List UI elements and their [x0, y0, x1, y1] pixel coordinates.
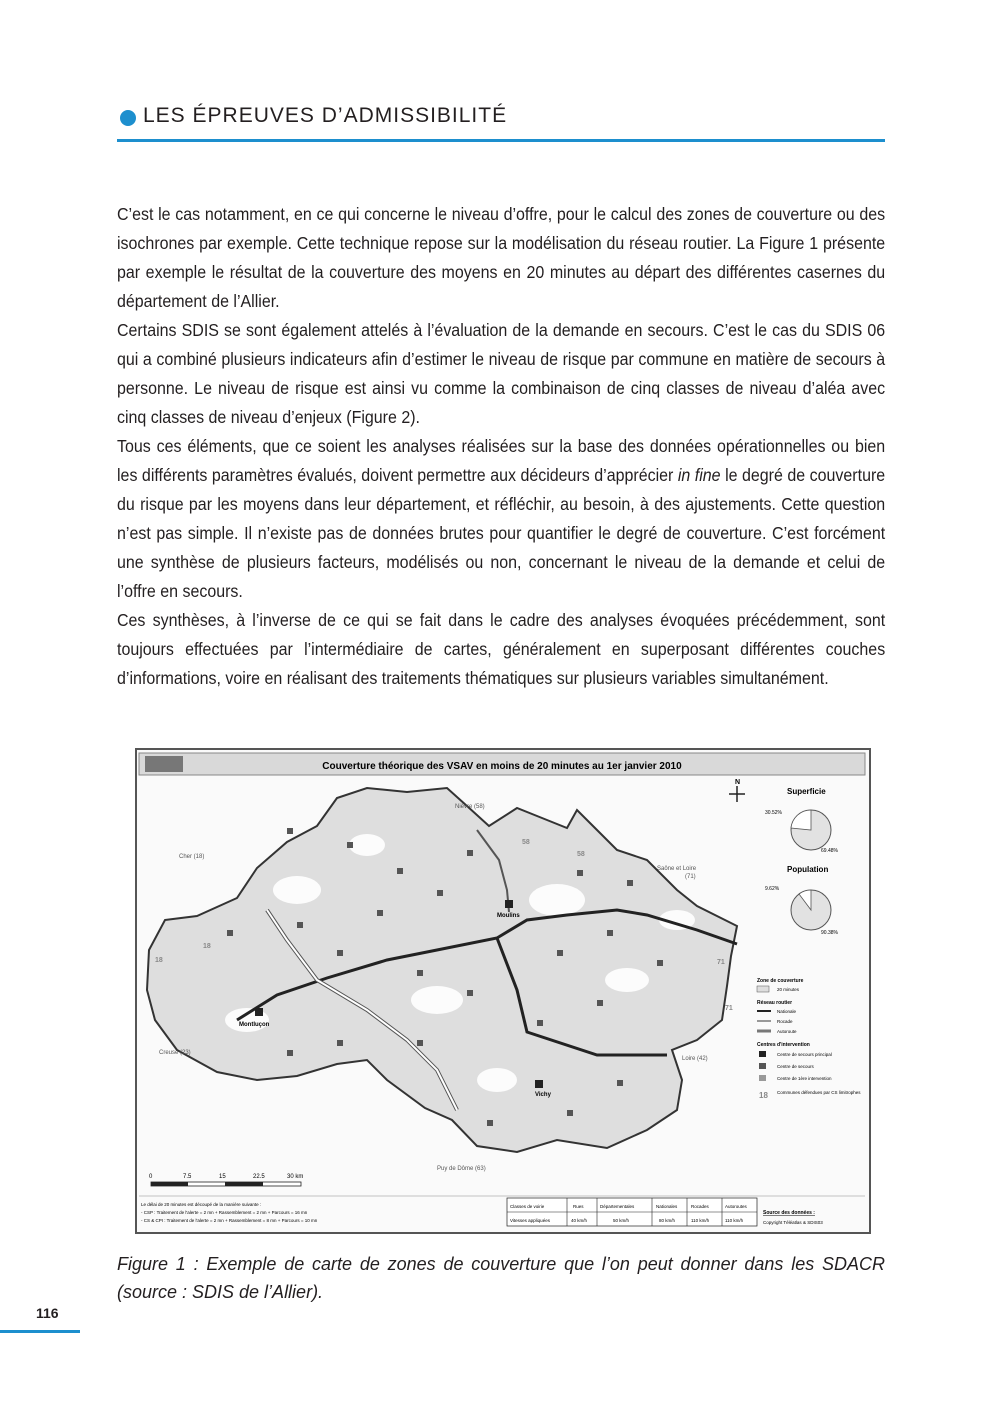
- svg-text:110 km/h: 110 km/h: [691, 1218, 710, 1223]
- svg-text:30 km: 30 km: [287, 1174, 304, 1180]
- map-title: Couverture théorique des VSAV en moins de 20 minutes au 1er janvier 2010: [322, 761, 682, 772]
- coverage-map-figure: [135, 748, 871, 1234]
- page-number-rule: [0, 1330, 80, 1333]
- map-svg: [137, 750, 869, 1232]
- svg-text:Réseau routier: Réseau routier: [757, 1000, 793, 1006]
- svg-text:Centres d'intervention: Centres d'intervention: [757, 1042, 810, 1048]
- svg-text:30.52%: 30.52%: [765, 810, 782, 816]
- svg-text:9.62%: 9.62%: [765, 886, 780, 892]
- paragraph-3: Tous ces éléments, que ce soient les analyses réalisées sur la base des données opérationnelles ou bien les différents paramètres évalués, doivent permettre aux décideurs d’apprécier in fine le degré de couverture du risque par les moyens dans leur département, et réfléchir, au besoin, à des ajustements. Cette question n’est pas simple. Il n’existe pas de données brutes pour quantifier le degré de couverture. C’est forcément une synthèse de plusieurs facteurs, modélisés ou non, concernant le niveau de la demande et celui de l’offre en secours.: [117, 436, 886, 601]
- section-header: [117, 104, 885, 144]
- paragraph-1: C’est le cas notamment, en ce qui concerne le niveau d’offre, pour le calcul des zones de couverture ou des isochrones par exemple. Cette technique repose sur la modélisation du réseau routier. La Figure 1 présente par exemple le résultat de la couverture des moyens en 20 minutes au départ des différentes casernes du département de l’Allier.: [117, 204, 886, 311]
- svg-text:71: 71: [725, 1005, 733, 1012]
- svg-text:18: 18: [759, 1091, 768, 1100]
- speed-table: [507, 1198, 757, 1226]
- svg-text:18: 18: [155, 957, 163, 964]
- svg-text:110 km/h: 110 km/h: [725, 1218, 744, 1223]
- svg-text:Superficie: Superficie: [787, 787, 826, 796]
- svg-text:Loire (42): Loire (42): [682, 1056, 708, 1062]
- paragraph-2: Certains SDIS se sont également attelés à l’évaluation de la demande en secours. C’est le cas du SDIS 06 qui a combiné plusieurs indicateurs afin d’estimer le niveau de risque par commune en matière de secours à personne. Le niveau de risque est ainsi vu comme la combinaison de cinq classes de niveau d’aléa avec cinq classes de niveau d’enjeux (Figure 2).: [117, 320, 886, 427]
- svg-text:58: 58: [522, 839, 530, 846]
- svg-text:71: 71: [717, 959, 725, 966]
- svg-text:Rocade: Rocade: [777, 1019, 793, 1024]
- svg-text:Rocades: Rocades: [691, 1204, 709, 1209]
- svg-text:Classes de voirie: Classes de voirie: [510, 1204, 545, 1209]
- svg-text:- CS & CPI : Traitement de l'a: - CS & CPI : Traitement de l'alerte = 2 mn + Rassemblement = 8 mn + Parcours = 10 mn: [141, 1218, 318, 1223]
- svg-text:22.5: 22.5: [253, 1174, 265, 1180]
- vichy-marker: [535, 1080, 543, 1088]
- sdis-logo: [145, 756, 183, 772]
- svg-text:Nationales: Nationales: [656, 1204, 678, 1209]
- svg-text:58: 58: [577, 851, 585, 858]
- page-number: 116: [36, 1305, 59, 1321]
- svg-text:Montluçon: Montluçon: [239, 1022, 270, 1028]
- svg-text:Moulins: Moulins: [497, 913, 520, 919]
- svg-text:Copyright Téléatlas & SDIS03: Copyright Téléatlas & SDIS03: [763, 1220, 823, 1225]
- svg-text:15: 15: [219, 1174, 226, 1180]
- svg-text:Saône et Loire: Saône et Loire: [657, 866, 697, 872]
- svg-text:50 km/h: 50 km/h: [613, 1218, 630, 1223]
- svg-text:80 km/h: 80 km/h: [659, 1218, 676, 1223]
- svg-text:Rues: Rues: [573, 1204, 584, 1209]
- svg-text:Zone de couverture: Zone de couverture: [757, 978, 804, 984]
- svg-text:Creuse (23): Creuse (23): [159, 1050, 191, 1056]
- svg-text:90.38%: 90.38%: [821, 930, 838, 936]
- body-text: [117, 200, 885, 693]
- svg-text:Autoroutes: Autoroutes: [725, 1204, 747, 1209]
- montlucon-marker: [255, 1008, 263, 1016]
- svg-text:Centre de secours: Centre de secours: [777, 1064, 814, 1069]
- svg-text:0: 0: [149, 1174, 153, 1180]
- svg-text:Autoroute: Autoroute: [777, 1029, 797, 1034]
- svg-text:Nationale: Nationale: [777, 1009, 797, 1014]
- paragraph-4: Ces synthèses, à l’inverse de ce qui se fait dans le cadre des analyses évoquées précédemment, sont toujours effectuées par l’intermédiaire de cartes, généralement en superposant différentes couches d’informations, voire en réalisant des traitements thématiques sur plusieurs variables simultanément.: [117, 610, 886, 688]
- svg-text:69.48%: 69.48%: [821, 848, 838, 854]
- section-title: LES ÉPREUVES D’ADMISSIBILITÉ: [143, 104, 508, 127]
- svg-text:7.5: 7.5: [183, 1174, 192, 1180]
- svg-text:Vichy: Vichy: [535, 1092, 551, 1098]
- svg-text:Communes défendues par CS limi: Communes défendues par CS limitrophes: [777, 1090, 861, 1095]
- svg-text:40 km/h: 40 km/h: [571, 1218, 588, 1223]
- svg-text:Cher (18): Cher (18): [179, 854, 205, 860]
- svg-text:Population: Population: [787, 865, 829, 874]
- svg-text:(71): (71): [685, 874, 696, 880]
- svg-text:Départementales: Départementales: [600, 1204, 635, 1209]
- figure-caption: Figure 1 : Exemple de carte de zones de couverture que l’on peut donner dans les SDACR (source : SDIS de l’Allier).: [117, 1254, 885, 1302]
- svg-text:Source des données :: Source des données :: [763, 1210, 815, 1216]
- svg-text:Le délai de 20 minutes est déc: Le délai de 20 minutes est découpé de la manière suivante :: [141, 1202, 262, 1207]
- north-arrow-icon: N: [735, 779, 741, 786]
- svg-text:Centre de 1ère intervention: Centre de 1ère intervention: [777, 1076, 832, 1081]
- header-bullet-icon: [120, 110, 136, 126]
- svg-text:18: 18: [203, 943, 211, 950]
- header-rule: [117, 139, 885, 142]
- moulins-marker: [505, 900, 513, 908]
- svg-text:Nièvre (58): Nièvre (58): [455, 804, 485, 810]
- svg-text:- CSP : Traitement de l'alerte: - CSP : Traitement de l'alerte = 2 mn + Rassemblement = 2 mn + Parcours = 16 mn: [141, 1210, 308, 1215]
- svg-text:Puy de Dôme (63): Puy de Dôme (63): [437, 1166, 486, 1172]
- svg-text:Vitesses appliquées: Vitesses appliquées: [510, 1218, 550, 1223]
- svg-text:20 minutes: 20 minutes: [777, 987, 800, 992]
- svg-text:Centre de secours principal: Centre de secours principal: [777, 1052, 832, 1057]
